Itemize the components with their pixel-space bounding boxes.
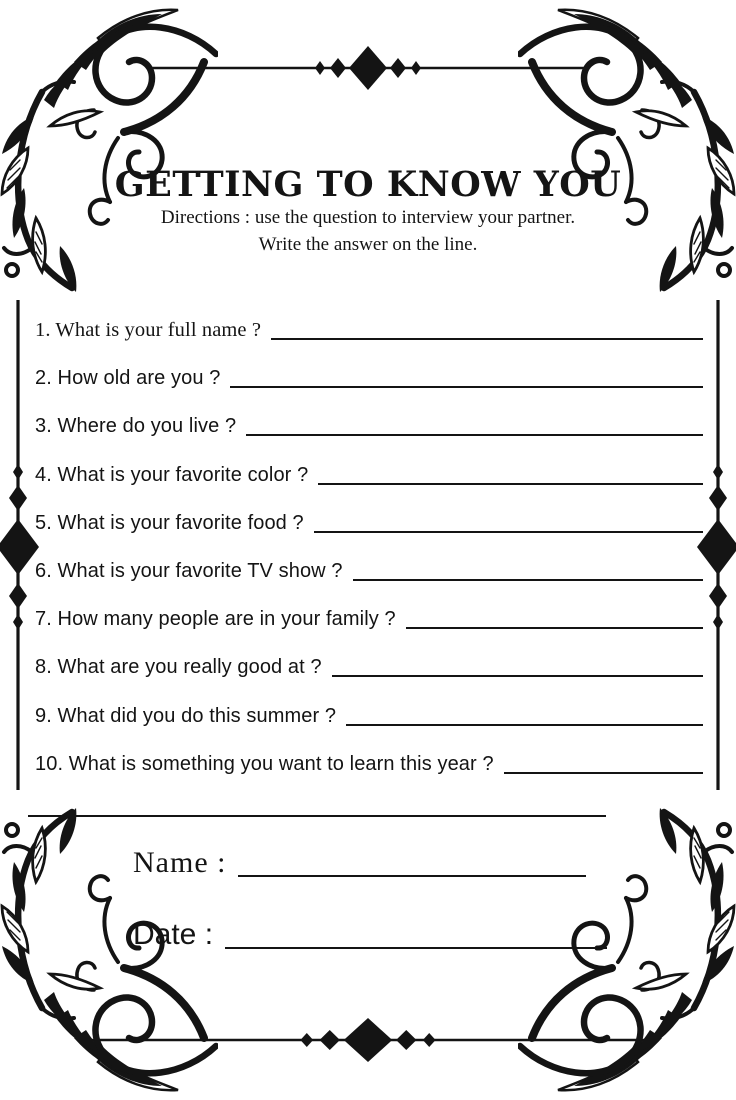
question-row-3 [35,402,703,450]
question-row-4 [35,451,703,499]
question-row-1 [35,306,703,354]
question-label: 6. What is your favorite TV show ? [35,559,343,582]
date-line[interactable] [225,940,607,949]
question-row-5 [35,499,703,547]
question-row-9 [35,692,703,740]
answer-line-1[interactable] [271,333,703,340]
name-label: Name : [133,846,227,879]
question-label: 4. What is your favorite color ? [35,463,309,486]
page-title: GETTING TO KNOW YOU [114,164,622,206]
question-label: 8. What are you really good at ? [35,656,322,679]
question-list [35,306,703,788]
question-label: 9. What did you do this summer ? [35,704,337,727]
date-row [133,918,607,952]
answer-line-6[interactable] [353,574,703,581]
diamond-divider-top-icon [150,46,586,90]
answer-line-9[interactable] [346,719,703,726]
question-label: 10. What is something you want to learn this year ? [35,752,494,775]
question-label: 2. How old are you ? [35,367,221,390]
directions-text [0,204,736,258]
directions-line-2: Write the answer on the line. [258,234,478,255]
answer-line-7[interactable] [406,622,703,629]
date-label: Date : [133,918,214,951]
answer-line-5[interactable] [314,526,703,533]
answer-line-4[interactable] [318,478,703,485]
question-label: 5. What is your favorite food ? [35,511,304,534]
question-row-7 [35,595,703,643]
question-label: 7. How many people are in your family ? [35,608,396,631]
question-row-10 [35,740,703,788]
answer-line-8[interactable] [332,670,703,677]
question-row-6 [35,547,703,595]
question-label: 3. Where do you live ? [35,415,237,438]
diamond-divider-bottom-icon [90,1018,646,1062]
question-label: 1. What is your full name ? [35,319,262,341]
side-rule-left-icon [0,300,40,790]
question-row-8 [35,643,703,691]
answer-line-2[interactable] [230,381,703,388]
signature-section-rule [28,815,606,817]
name-row [133,846,586,880]
directions-line-1: Directions : use the question to interview your partner. [160,207,576,228]
question-row-2 [35,354,703,402]
answer-line-10[interactable] [504,767,703,774]
answer-line-3[interactable] [246,429,703,436]
name-line[interactable] [238,868,586,877]
